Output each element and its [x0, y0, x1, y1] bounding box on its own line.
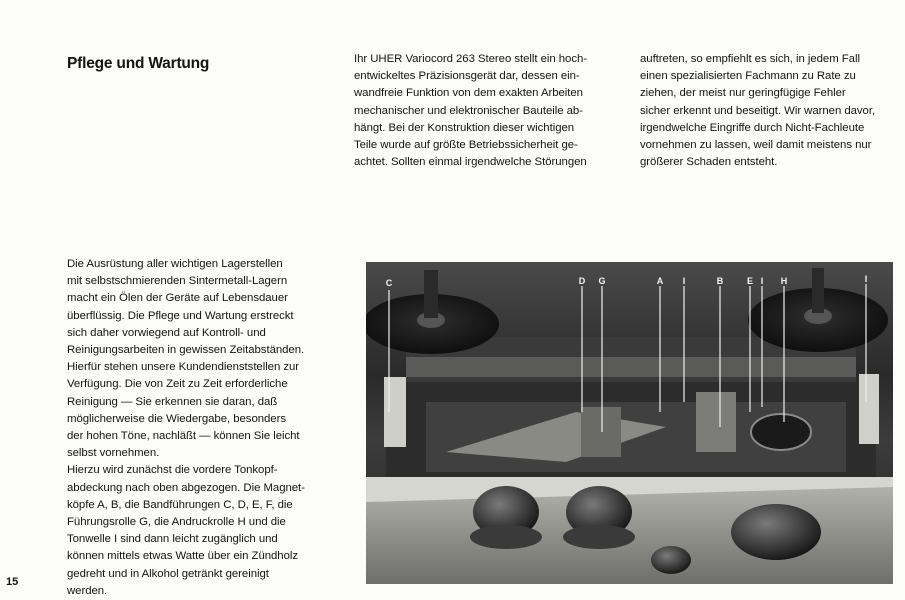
text-line: werden. — [67, 584, 108, 597]
text-line: macht ein Ölen der Geräte auf Lebensdauer — [67, 292, 288, 305]
text-line: Tonwelle I sind dann leicht zugänglich und — [67, 533, 278, 546]
text-line: größerer Schaden entsteht. — [640, 156, 778, 169]
text-line: wandfreie Funktion von dem exakten Arbeiten — [354, 87, 583, 100]
text-line: mechanischer und elektronischer Bauteile ab- — [354, 104, 583, 117]
text-line: entwickeltes Präzisionsgerät dar, dessen ein- — [354, 70, 580, 83]
photo-label-i: I — [864, 274, 868, 284]
intro-column-1 — [354, 51, 619, 171]
tape-recorder-photo — [366, 262, 893, 584]
text-line: Führungsrolle G, die Andruckrolle H und die — [67, 516, 286, 529]
maintenance-body-text — [67, 256, 342, 600]
text-line: Verfügung. Die von Zeit zu Zeit erforderliche — [67, 378, 288, 391]
photo-label-h: H — [780, 276, 788, 286]
text-line: mit selbstschmierenden Sintermetall-Lagern — [67, 275, 288, 288]
text-line: Hierfür stehen unsere Kundendienststellen zur — [67, 361, 300, 374]
text-line: Hierzu wird zunächst die vordere Tonkopf- — [67, 464, 278, 477]
text-line: irgendwelche Eingriffe durch Nicht-Fachleute — [640, 121, 865, 134]
text-line: können mittels etwas Watte über ein Zündholz — [67, 550, 299, 563]
photo-label-i: I — [682, 276, 686, 286]
text-line: Teile wurde auf größte Betriebssicherheit ge- — [354, 139, 578, 152]
photo-label-e: E — [746, 276, 754, 286]
photo-label-c: C — [385, 278, 393, 288]
text-line: möglicherweise die Wiedergabe, besonders — [67, 412, 286, 425]
text-line: achtet. Sollten einmal irgendwelche Störungen — [354, 156, 587, 169]
knob — [651, 546, 691, 574]
page-number: 15 — [6, 576, 19, 588]
pinch-roller — [751, 414, 811, 450]
intro-column-2 — [640, 51, 898, 171]
text-line: gedreht und in Alkohol getränkt gereinigt — [67, 567, 269, 580]
text-line: sich daher vorwiegend auf Kontroll- und — [67, 326, 266, 339]
text-line: Reinigungsarbeiten in gewissen Zeitabständen. — [67, 344, 305, 357]
text-line: Reinigung — Sie erkennen sie daran, daß — [67, 395, 278, 408]
section-heading: Pflege und Wartung — [67, 55, 210, 72]
text-line: ziehen, der meist nur geringfügige Fehler — [640, 87, 846, 100]
text-line: Ihr UHER Variocord 263 Stereo stellt ein hoch- — [354, 53, 588, 65]
knob — [731, 504, 821, 560]
text-line: einen spezialisierten Fachmann zu Rate zu — [640, 70, 856, 83]
text-line: auftreten, so empfiehlt es sich, in jedem Fall — [640, 53, 860, 65]
text-line: abdeckung nach oben abgezogen. Die Magnet- — [67, 481, 305, 494]
text-line: Die Ausrüstung aller wichtigen Lagerstellen — [67, 258, 283, 270]
photo-label-d: D — [578, 276, 586, 286]
photo-label-a: A — [656, 276, 664, 286]
photo-label-g: G — [598, 276, 606, 286]
photo-label-i: I — [760, 276, 764, 286]
text-line: selbst vornehmen. — [67, 447, 160, 460]
text-line: vornehmen zu lassen, weil damit meistens nur — [640, 139, 872, 152]
text-line: köpfe A, B, die Bandführungen C, D, E, F, die — [67, 498, 293, 511]
text-line: sicher erkennt und beseitigt. Wir warnen davor, — [640, 104, 876, 117]
text-line: hängt. Bei der Konstruktion dieser wichtigen — [354, 121, 575, 134]
text-line: überflüssig. Die Pflege und Wartung erstreckt — [67, 309, 294, 322]
photo-label-b: B — [716, 276, 724, 286]
text-line: der hohen Töne, nachläßt — können Sie leicht — [67, 430, 300, 443]
